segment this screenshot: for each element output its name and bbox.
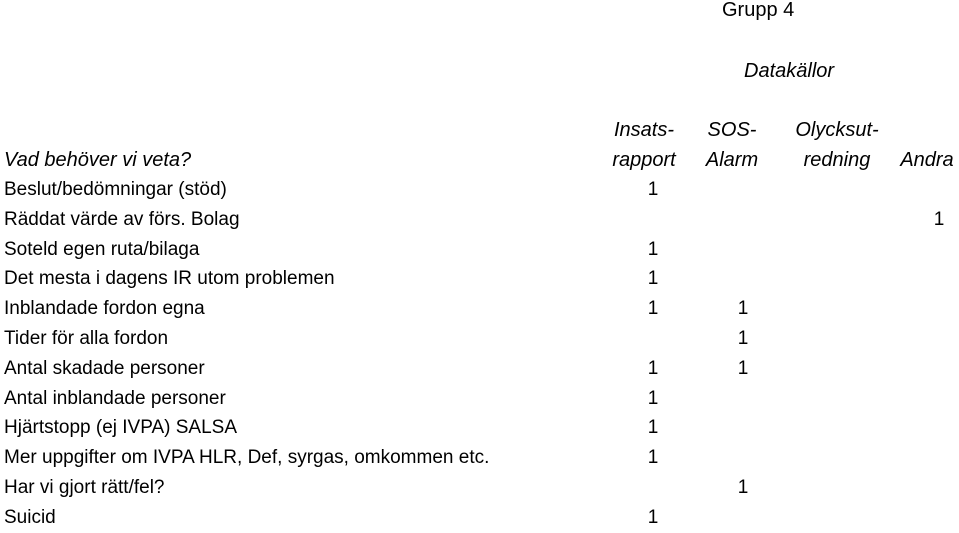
- column-header-line: Insats-: [613, 119, 675, 141]
- table-body: [0, 175, 959, 533]
- data-sources-title: Datakällor: [744, 60, 835, 82]
- row-label: Har vi gjort rätt/fel?: [4, 476, 165, 498]
- row-label: Det mesta i dagens IR utom problemen: [4, 268, 335, 290]
- table-row: [0, 205, 959, 235]
- column-header-andra: [894, 145, 959, 175]
- table-row: [0, 503, 959, 533]
- column-header-line: Olycksut-: [795, 119, 879, 141]
- cell-insatsrapport: 1: [647, 417, 659, 439]
- column-header-line: Alarm: [705, 149, 759, 171]
- row-label: Mer uppgifter om IVPA HLR, Def, syrgas, omkommen etc.: [4, 447, 490, 469]
- row-label: Soteld egen ruta/bilaga: [4, 238, 200, 260]
- table-row: [0, 384, 959, 414]
- row-label: Inblandade fordon egna: [4, 298, 205, 320]
- table-row: [0, 175, 959, 205]
- table-row: [0, 443, 959, 473]
- cell-insatsrapport: 1: [647, 447, 659, 469]
- cell-insatsrapport: 1: [647, 298, 659, 320]
- row-label: Räddat värde av förs. Bolag: [4, 208, 240, 230]
- question-column-header: Vad behöver vi veta?: [4, 149, 192, 171]
- group-title: Grupp 4: [722, 0, 795, 21]
- cell-insatsrapport: 1: [647, 179, 659, 200]
- table-row: [0, 473, 959, 503]
- table-row: [0, 235, 959, 265]
- cell-sos-alarm: 1: [737, 327, 749, 349]
- row-label: Tider för alla fordon: [4, 327, 169, 349]
- table-row: [0, 413, 959, 443]
- cell-insatsrapport: 1: [647, 268, 659, 290]
- column-header-line: redning: [803, 149, 871, 171]
- row-label: Beslut/bedömningar (stöd): [4, 179, 227, 200]
- table-row: [0, 294, 959, 324]
- cell-insatsrapport: 1: [647, 238, 659, 260]
- cell-insatsrapport: 1: [647, 506, 659, 528]
- table-row: [0, 264, 959, 294]
- row-label: Antal inblandade personer: [4, 387, 226, 409]
- cell-insatsrapport: 1: [647, 387, 659, 409]
- cell-sos-alarm: 1: [737, 298, 749, 320]
- cell-sos-alarm: 1: [737, 476, 749, 498]
- cell-insatsrapport: 1: [647, 357, 659, 379]
- row-label: Antal skadade personer: [4, 357, 205, 379]
- row-label: Hjärtstopp (ej IVPA) SALSA: [4, 417, 238, 439]
- column-header-line: SOS-: [707, 119, 757, 141]
- column-header-insatsrapport: [604, 115, 684, 175]
- column-header-sos-alarm: [692, 115, 772, 175]
- table-row: [0, 354, 959, 384]
- column-header-olycksutredning: [784, 115, 890, 175]
- cell-andra: 1: [933, 208, 945, 230]
- table-row: [0, 324, 959, 354]
- cell-sos-alarm: 1: [737, 357, 749, 379]
- row-label: Suicid: [4, 506, 56, 528]
- column-header-line: Andra: [900, 149, 954, 171]
- column-header-line: rapport: [612, 149, 676, 171]
